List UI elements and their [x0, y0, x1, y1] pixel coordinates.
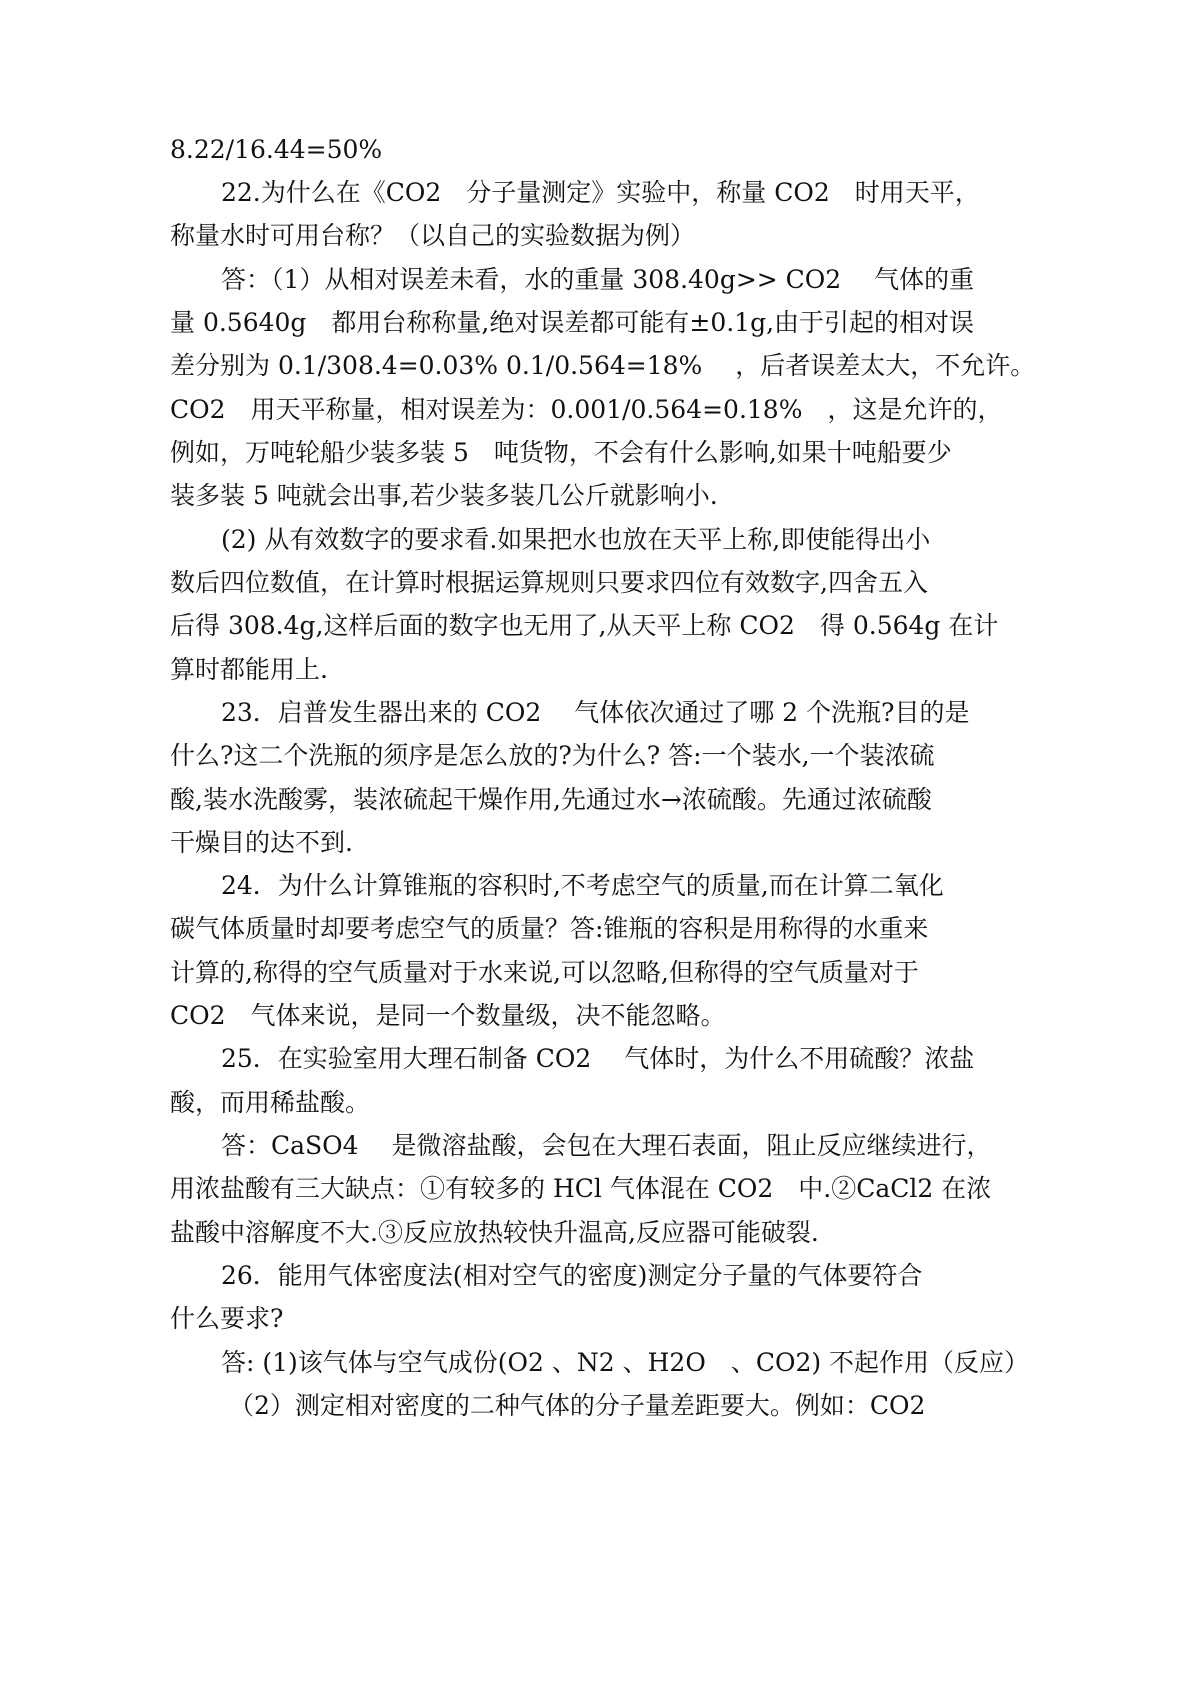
text-line: (2) 从有效数字的要求看.如果把水也放在天平上称,即使能得出小: [221, 525, 931, 554]
text-line: 干燥目的达不到.: [170, 828, 353, 857]
text-line: 盐酸中溶解度不大.③反应放热较快升温高,反应器可能破裂.: [170, 1218, 819, 1247]
text-line: 称量水时可用台称？（以自己的实验数据为例）: [170, 221, 696, 250]
text-line: 装多装 5 吨就会出事,若少装多装几公斤就影响小.: [170, 481, 718, 510]
text-line: 算时都能用上.: [170, 655, 328, 684]
text-line: 答：（1）从相对误差未看，水的重量 308.40g>> CO2 气体的重: [221, 265, 975, 294]
text-line: 23．启普发生器出来的 CO2 气体依次通过了哪 2 个洗瓶?目的是: [221, 698, 970, 727]
text-line: 数后四位数值，在计算时根据运算规则只要求四位有效数字,四舍五入: [170, 568, 928, 597]
text-line: 酸,装水洗酸雾，装浓硫起干燥作用,先通过水→浓硫酸。先通过浓硫酸: [170, 785, 932, 814]
text-line: CO2 用天平称量，相对误差为：0.001/0.564=0.18% ，这是允许的，: [170, 395, 1003, 424]
text-line: CO2 气体来说，是同一个数量级，决不能忽略。: [170, 1001, 726, 1030]
text-line: 什么要求?: [170, 1304, 284, 1333]
text-line: 酸，而用稀盐酸。: [170, 1088, 371, 1117]
text-line: 量 0.5640g 都用台称称量,绝对误差都可能有±0.1g,由于引起的相对误: [170, 308, 975, 337]
text-line: 8.22/16.44=50%: [170, 135, 383, 164]
text-line: 26．能用气体密度法(相对空气的密度)测定分子量的气体要符合: [221, 1261, 923, 1290]
text-line: （2）测定相对密度的二种气体的分子量差距要大。例如：CO2: [229, 1391, 926, 1420]
text-line: 计算的,称得的空气质量对于水来说,可以忽略,但称得的空气质量对于: [170, 958, 919, 987]
text-line: 22.为什么在《CO2 分子量测定》实验中，称量 CO2 时用天平，: [221, 178, 980, 207]
text-line: 什么?这二个洗瓶的须序是怎么放的?为什么? 答:一个装水,一个装浓硫: [170, 741, 935, 770]
text-line: 用浓盐酸有三大缺点：①有较多的 HCl 气体混在 CO2 中.②CaCl2 在浓: [170, 1174, 992, 1203]
text-line: 例如，万吨轮船少装多装 5 吨货物，不会有什么影响,如果十吨船要少: [170, 438, 952, 467]
text-line: 25．在实验室用大理石制备 CO2 气体时，为什么不用硫酸？浓盐: [221, 1044, 975, 1073]
text-line: 碳气体质量时却要考虑空气的质量？答:锥瓶的容积是用称得的水重来: [170, 914, 929, 943]
text-line: 差分别为 0.1/308.4=0.03% 0.1/0.564=18% ，后者误差太大，不允许。: [170, 351, 1036, 380]
text-line: 答: (1)该气体与空气成份(O2 、N2 、H2O 、CO2) 不起作用（反应）: [221, 1348, 1030, 1377]
text-line: 24．为什么计算锥瓶的容积时,不考虑空气的质量,而在计算二氧化: [221, 871, 944, 900]
text-line: 后得 308.4g,这样后面的数字也无用了,从天平上称 CO2 得 0.564g 在计: [170, 611, 999, 640]
text-line: 答：CaSO4 是微溶盐酸，会包在大理石表面，阻止反应继续进行，: [221, 1131, 992, 1160]
